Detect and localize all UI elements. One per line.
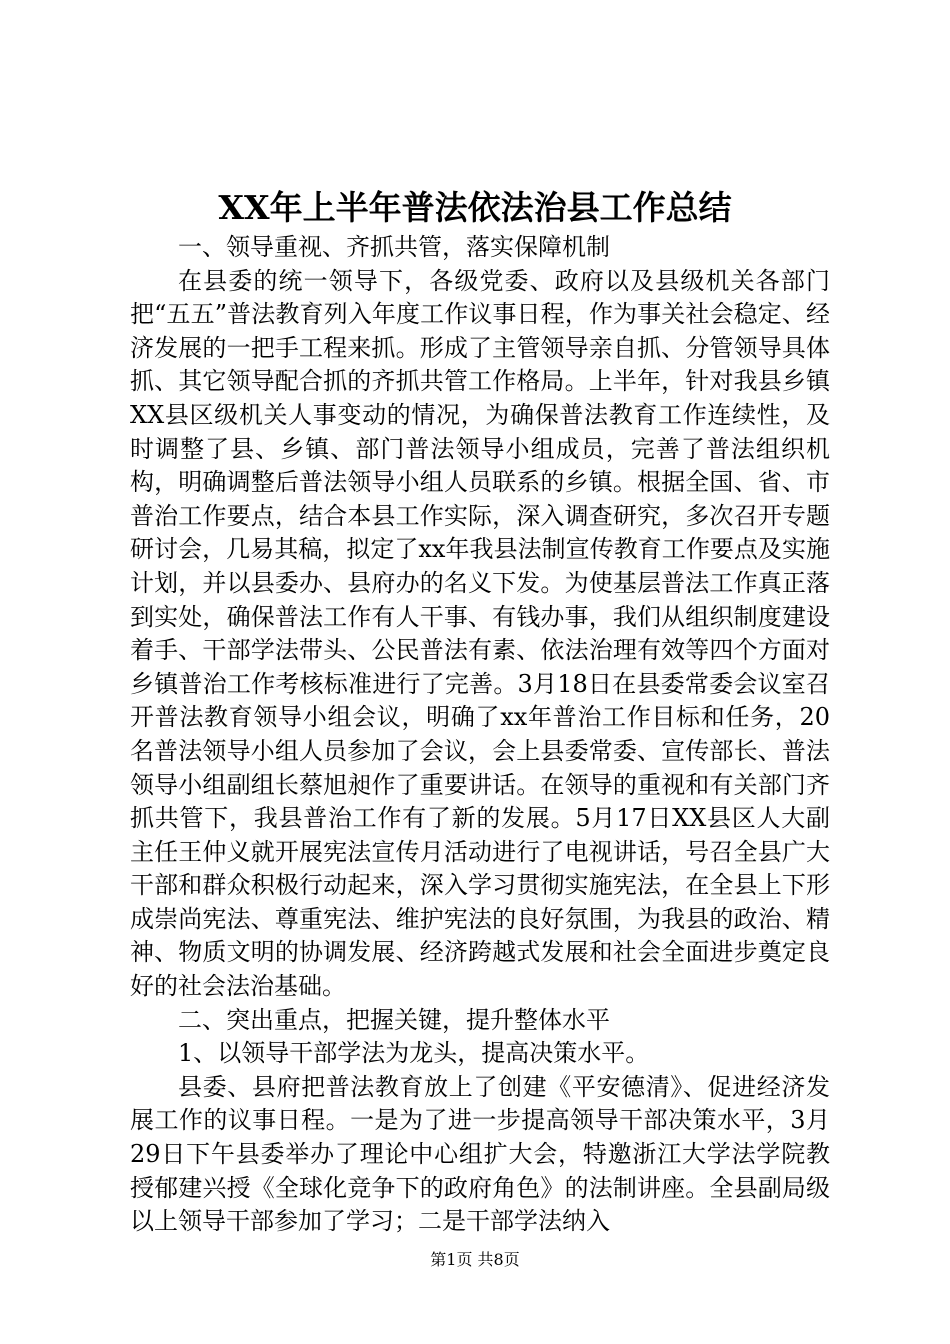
subsection-heading: 1、以领导干部学法为龙头，提高决策水平。 — [178, 1039, 650, 1068]
body-paragraph: 在县委的统一领导下，各级党委、政府以及县级机关各部门把“五五”普法教育列入年度工作议事日程，作为事关社会稳定、经济发展的一把手工程来抓。形成了主管领导亲自抓、分管领导具体抓、其它领导配合抓的齐抓共管工作格局。上半年，针对我县乡镇XX县区级机关人事变动的情况，为确保普法教育工作连续性，及时调整了县、乡镇、部门普法领导小组成员，完善了普法组织机构，明确调整后普法领导小组人员联系的乡镇。根据全国、省、市普治工作要点，结合本县工作实际，深入调查研究，多次召开专题研讨会，几易其稿，拟定了xx年我县法制宣传教育工作要点及实施计划，并以县委办、县府办的名义下发。为使基层普法工作真正落到实处，确保普法工作有人干事、有钱办事，我们从组织制度建设着手、干部学法带头、公民普法有素、依法治理有效等四个方面对乡镇普治工作考核标准进行了完善。3月18日在县委常委会议室召开普法教育领导小组会议，明确了xx年普治工作目标和任务，20名普法领导小组人员参加了会议，会上县委常委、宣传部长、普法领导小组副组长蔡旭昶作了重要讲话。在领导的重视和有关部门齐抓共管下，我县普治工作有了新的发展。5月17日XX县区人大副主任王仲义就开展宪法宣传月活动进行了电视讲话，号召全县广大干部和群众积极行动起来，深入学习贯彻实施宪法，在全县上下形成崇尚宪法、尊重宪法、维护宪法的良好氛围，为我县的政治、精神、物质文明的协调发展、经济跨越式发展和社会全面进步奠定良好的社会法治基础。 — [130, 266, 830, 1001]
document-title: XX年上半年普法依法治县工作总结 — [218, 188, 732, 227]
section-heading: 二、突出重点，把握关键，提升整体水平 — [178, 1005, 610, 1034]
body-paragraph: 县委、县府把普法教育放上了创建《平安德清》、促进经济发展工作的议事日程。一是为了进一步提高领导干部决策水平，3月29日下午县委举办了理论中心组扩大会，特邀浙江大学法学院教授郁建兴授《全球化竞争下的政府角色》的法制讲座。全县副局级以上领导干部参加了学习；二是干部学法纳入 — [130, 1072, 830, 1236]
document-body — [130, 231, 830, 1239]
section-heading: 一、领导重视、齐抓共管，落实保障机制 — [178, 233, 610, 261]
page-footer: 第1页 共8页 — [430, 1250, 520, 1269]
